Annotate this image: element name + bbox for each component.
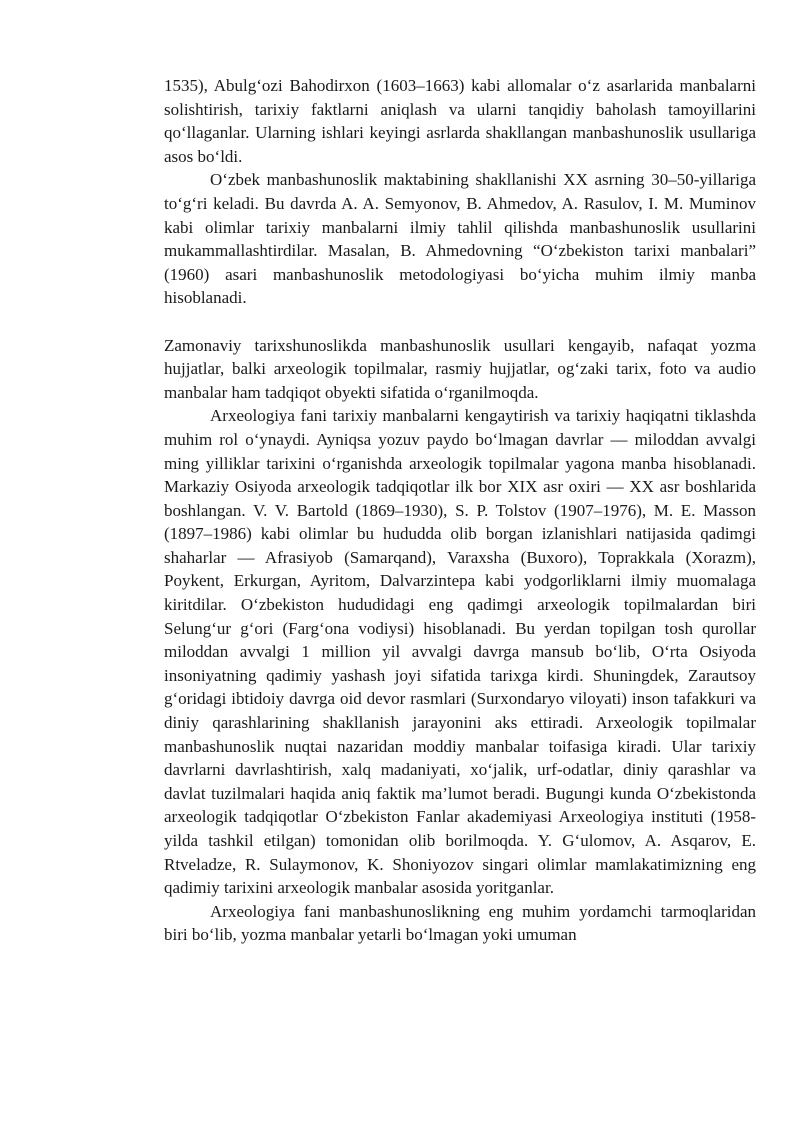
paragraph-3: Zamonaviy tarixshunoslikda manbashunoslik usullari kengayib, nafaqat yozma hujjatlar, balki arxeologik topilmalar, rasmiy hujjatlar, og‘zaki tarix, foto va audio manbalar ham tadqiqot obyekti sifatida o‘rganilmoqda.: [164, 335, 756, 402]
document-page: [164, 74, 756, 947]
paragraph-2: O‘zbek manbashunoslik maktabining shakllanishi XX asrning 30–50-yillariga to‘g‘ri keladi. Bu davrda A. A. Semyonov, B. Ahmedov, A. Rasulov, I. M. Muminov kabi olimlar tarixiy manbalarni ilmiy tahlil qilishda manbashunoslik usullarini mukammallashtirdilar. Masalan, B. Ahmedovning “O‘zbekiston tarixi manbalari” (1960) asari manbashunoslik metodologiyasi bo‘yicha muhim ilmiy manba hisoblanadi.: [164, 170, 756, 308]
paragraph-5: Arxeologiya fani manbashunoslikning eng muhim yordamchi tarmoqlaridan biri bo‘lib, yozma manbalar yetarli bo‘lmagan yoki umuman: [164, 901, 756, 945]
paragraph-4: Arxeologiya fani tarixiy manbalarni kengaytirish va tarixiy haqiqatni tiklashda muhim rol o‘ynaydi. Ayniqsa yozuv paydo bo‘lmagan davrlar — miloddan avvalgi ming yilliklar tarixini o‘rganishda arxeologik topilmalar yagona manba hisoblanadi. Markaziy Osiyoda arxeologik tadqiqotlar ilk bor XIX asr oxiri — XX asr boshlarida boshlangan. V. V. Bartold (1869–1930), S. P. Tolstov (1907–1976), M. E. Masson (1897–1986) kabi olimlar bu hududda olib borgan izlanishlari natijasida qadimgi shaharlar — Afrasiyob (Samarqand), Varaxsha (Buxoro), Toprakkala (Xorazm), Poykent, Erkurgan, Ayritom, Dalvarzintepa kabi yodgorliklarni ilmiy muomalaga kiritdilar. O‘zbekiston hududidagi eng qadimgi arxeologik topilmalardan biri Selung‘ur g‘ori (Farg‘ona vodiysi) hisoblanadi. Bu yerdan topilgan tosh qurollar miloddan avvalgi 1 million yil avvalgi davrga mansub bo‘lib, O‘rta Osiyoda insoniyatning qadimiy yashash joyi sifatida tarixga kirdi. Shuningdek, Zarautsoy g‘oridagi ibtidoiy davrga oid devor rasmlari (Surxondaryo viloyati) inson tafakkuri va diniy qarashlarining shakllanish jarayonini aks ettiradi. Arxeologik topilmalar manbashunoslik nuqtai nazaridan moddiy manbalar toifasiga kiradi. Ular tarixiy davrlarni davrlashtirish, xalq madaniyati, xo‘jalik, urf-odatlar, diniy qarashlar va davlat tuzilmalari haqida aniq faktik ma’lumot beradi. Bugungi kunda O‘zbekistonda arxeologik tadqiqotlar O‘zbekiston Fanlar akademiyasi Arxeologiya instituti (1958-yilda tashkil etilgan) tomonidan olib borilmoqda. Y. G‘ulomov, A. Asqarov, E. Rtveladze, R. Sulaymonov, K. Shoniyozov singari olimlar mamlakatimizning eng qadimiy tarixini arxeologik manbalar asosida yoritganlar.: [164, 406, 756, 898]
paragraph-1: 1535), Abulg‘ozi Bahodirxon (1603–1663) kabi allomalar o‘z asarlarida manbalarni solishtirish, tarixiy faktlarni aniqlash va ularni tanqidiy baholash tamoyillarini qo‘llaganlar. Ularning ishlari keyingi asrlarda shakllangan manbashunoslik usullariga asos bo‘ldi.: [164, 76, 756, 166]
paragraph-spacer: [164, 310, 756, 334]
